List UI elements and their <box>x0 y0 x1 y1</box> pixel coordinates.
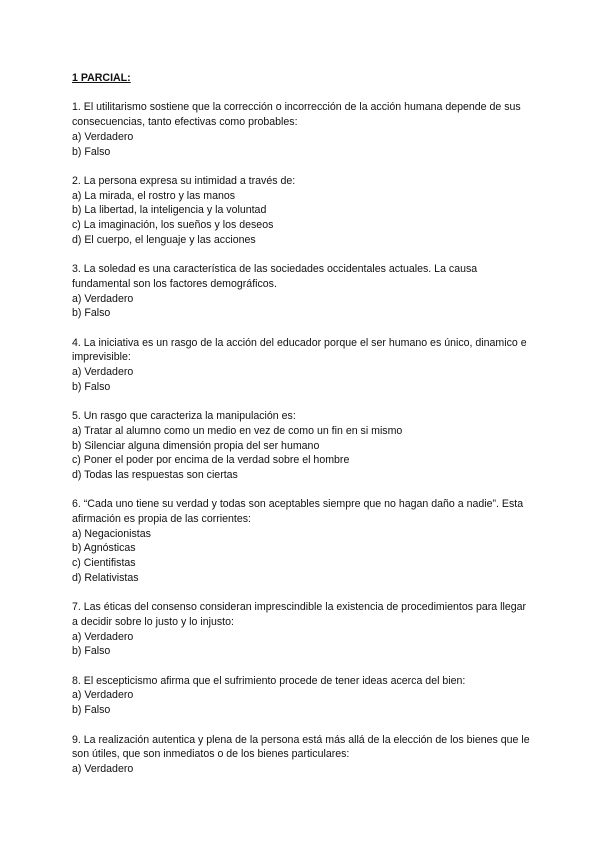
answer-option: b) Falso <box>72 307 111 320</box>
question-4 <box>72 336 530 395</box>
question-9 <box>72 733 530 777</box>
answer-option: b) Falso <box>72 380 111 393</box>
answer-option: a) Verdadero <box>72 366 134 378</box>
question-text: 2. La persona expresa su intimidad a través de: <box>72 174 296 187</box>
question-7 <box>72 600 530 659</box>
answer-option: a) Verdadero <box>72 762 134 775</box>
question-text: 1. El utilitarismo sostiene que la corrección o incorrección de la acción humana depende de sus consecuencias, tanto efectivas como probables: <box>72 101 521 129</box>
question-5 <box>72 409 530 483</box>
question-6 <box>72 497 530 585</box>
question-text: 6. “Cada uno tiene su verdad y todas son aceptables siempre que no hagan daño a nadie”. Esta afirmación es propia de las corrientes: <box>72 498 524 525</box>
answer-option: b) Silenciar alguna dimensión propia del ser humano <box>72 439 320 452</box>
question-3 <box>72 262 530 321</box>
document-title: 1 PARCIAL: <box>72 72 131 84</box>
answer-option: a) Verdadero <box>72 292 134 305</box>
answer-option: d) El cuerpo, el lenguaje y las acciones <box>72 233 256 246</box>
answer-option: b) Falso <box>72 704 111 717</box>
question-1 <box>72 100 530 159</box>
answer-option: c) Cientifistas <box>72 557 136 570</box>
answer-option: c) La imaginación, los sueños y los deseos <box>72 219 274 231</box>
question-text: 5. Un rasgo que caracteriza la manipulación es: <box>72 410 296 423</box>
question-text: 9. La realización autentica y plena de la persona está más allá de la elección de los bienes que le son útiles, que son inmediatos o de los bienes particulares: <box>72 733 530 761</box>
question-text: 3. La soledad es una característica de las sociedades occidentales actuales. La causa fundamental son los factores demográficos. <box>72 263 478 290</box>
question-8 <box>72 674 530 718</box>
answer-option: a) Verdadero <box>72 130 134 143</box>
answer-option: a) Tratar al alumno como un medio en vez de como un fin en si mismo <box>72 424 403 437</box>
answer-option: d) Todas las respuestas son ciertas <box>72 468 238 481</box>
question-2 <box>72 174 530 248</box>
question-text: 8. El escepticismo afirma que el sufrimiento procede de tener ideas acerca del bien: <box>72 674 466 687</box>
answer-option: b) Falso <box>72 645 111 658</box>
answer-option: b) Falso <box>72 145 111 158</box>
question-text: 4. La iniciativa es un rasgo de la acción del educador porque el ser humano es único, dinamico e imprevisible: <box>72 336 527 364</box>
answer-option: b) La libertad, la inteligencia y la voluntad <box>72 204 267 217</box>
question-list <box>72 100 530 776</box>
answer-option: d) Relativistas <box>72 571 139 584</box>
question-text: 7. Las éticas del consenso consideran imprescindible la existencia de procedimientos para llegar a decidir sobre lo justo y lo injusto: <box>72 601 527 628</box>
answer-option: b) Agnósticas <box>72 542 136 555</box>
answer-option: a) Negacionistas <box>72 527 151 540</box>
answer-option: a) La mirada, el rostro y las manos <box>72 189 236 202</box>
answer-option: c) Poner el poder por encima de la verdad sobre el hombre <box>72 454 350 467</box>
answer-option: a) Verdadero <box>72 630 134 643</box>
answer-option: a) Verdadero <box>72 689 134 702</box>
